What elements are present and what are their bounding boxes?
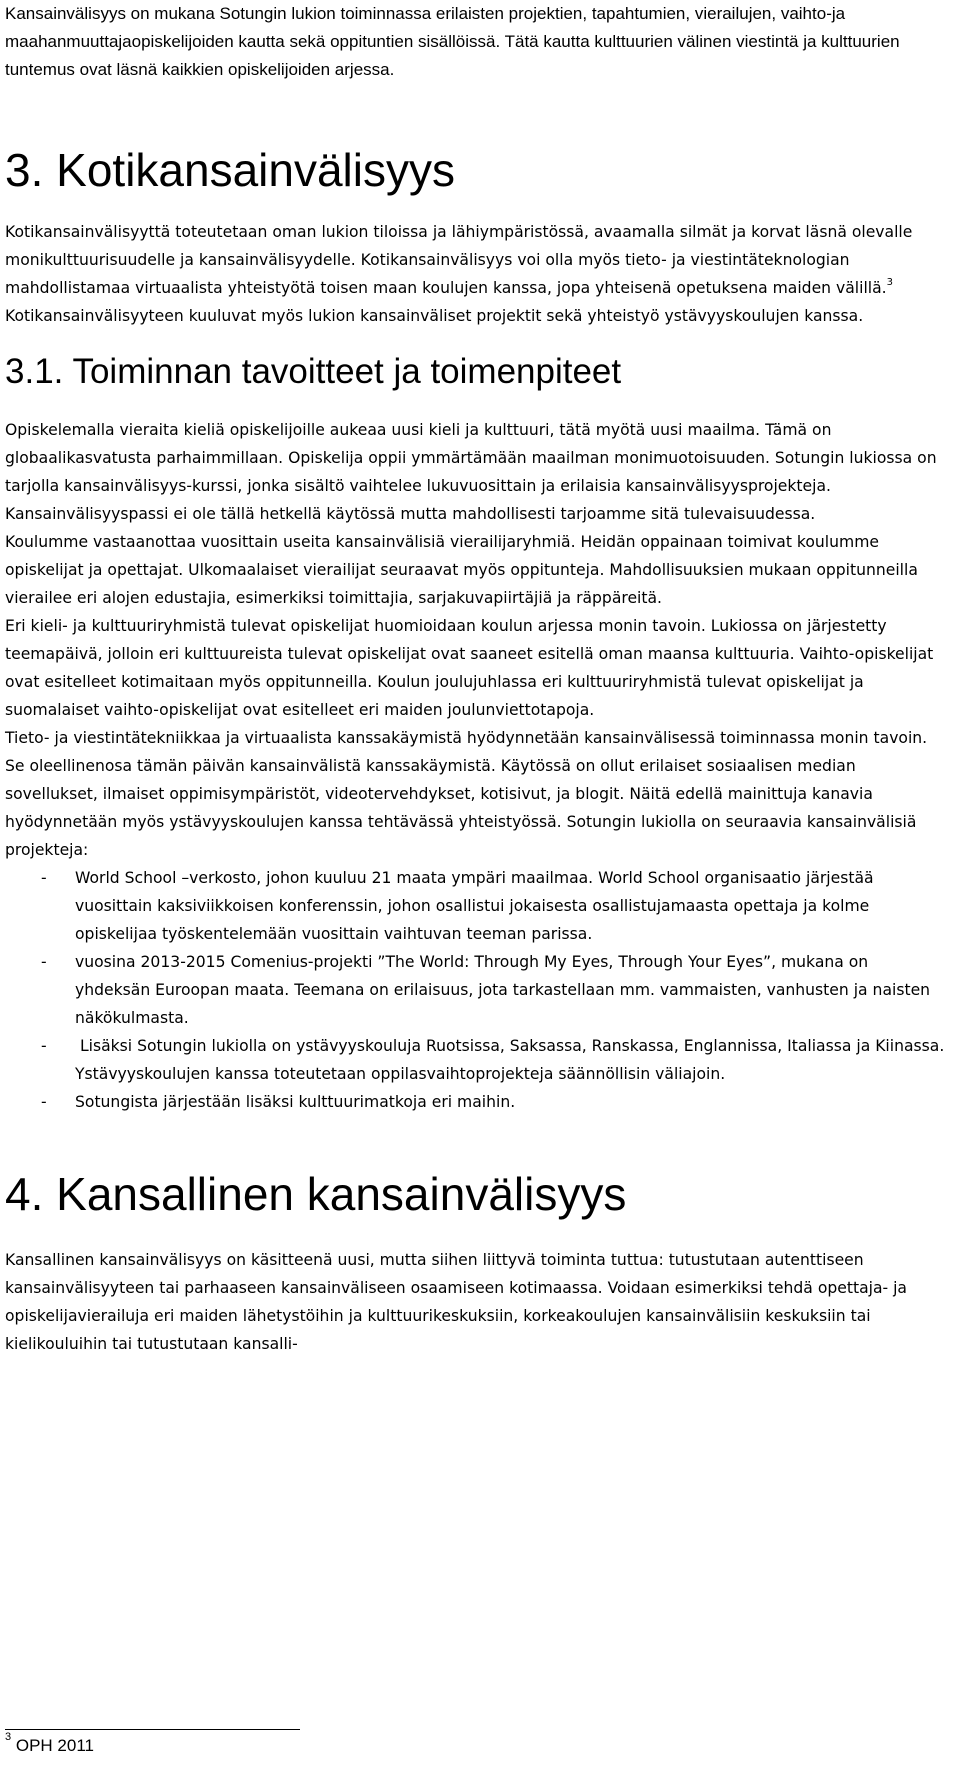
list-item-text: vuosina 2013-2015 Comenius-projekti ”The World: Through My Eyes, Through Your Eyes”, mukana on yhdeksän Euroopan maata. Teemana on erilaisuus, jota tarkastellaan mm. vammaisten, vanhusten ja naisten näkökulmasta. [75,953,931,1027]
section-3-heading: 3. Kotikansainvälisyys [5,144,455,196]
footnote-text: OPH 2011 [11,1736,94,1755]
document-page [5,0,945,1755]
section-4-heading: 4. Kansallinen kansainvälisyys [5,1168,627,1220]
bullet-dash: - [41,1093,47,1111]
section-3-1-heading: 3.1. Toiminnan tavoitteet ja toimenpiteet [5,352,622,391]
section-3-paragraph [5,218,945,330]
section-4-paragraph: Kansallinen kansainvälisyys on käsitteenä uusi, mutta siihen liittyvä toiminta tuttua: tutustutaan autenttiseen kansainvälisyyteen tai parhaaseen kansainväliseen osaamiseen kotimaassa. Voidaan esimerkiksi tehdä opettaja- ja opiskelijavierailuja eri maiden lähetystöihin ja kulttuurikeskuksiin, korkeakoulujen kansainvälisiin keskuksiin tai kielikouluihin tai tutustutaan kansalli- [5,1251,907,1353]
footnote-number: 3 [5,1731,12,1744]
intro-paragraph: Kansainvälisyys on mukana Sotungin lukion toiminnassa erilaisten projektien, tapahtumien, vierailujen, vaihto-ja maahanmuuttajaopiskelijoiden kautta sekä oppituntien sisällöissä. Tätä kautta kulttuurien välinen viestintä ja kulttuurien tuntemus ovat läsnä kaikkien opiskelijoiden arjessa. [5,4,900,79]
bullet-dash: - [41,953,47,971]
footnote [5,1731,94,1757]
project-list [5,864,945,1116]
list-item-text: Lisäksi Sotungin lukiolla on ystävyyskouluja Ruotsissa, Saksassa, Ranskassa, Englannissa, Italiassa ja Kiinassa. Ystävyyskoulujen kanssa toteutetaan oppilasvaihtoprojekteja säännöllisin väliajoin. [75,1037,945,1083]
bullet-dash: - [41,1037,47,1055]
list-item [5,1088,945,1116]
footnote-divider [5,1729,300,1730]
list-item-text: World School –verkosto, johon kuuluu 21 maata ympäri maailmaa. World School organisaatio järjestää vuosittain kaksiviikkoisen konferenssin, johon osallistui jokaisesta osallistujamaasta opettaja ja kolme opiskelijaa työskentelemään vuosittain vaihtuvan teeman parissa. [75,869,874,943]
list-item [5,948,945,1032]
section-3-1-paragraph-3: Eri kieli- ja kulttuuriryhmistä tulevat opiskelijat huomioidaan koulun arjessa monin tavoin. Lukiossa on järjestetty teemapäivä, jolloin eri kulttuureista tulevat opiskelijat ovat saaneet esitellä oman maansa kulttuuria. Vaihto-opiskelijat ovat esitelleet kotimaitaan myös oppitunneilla. Koulun joulujuhlassa eri kulttuuriryhmistä tulevat opiskelijat ja suomalaiset vaihto-opiskelijat ovat esitelleet eri maiden joulunviettotapoja. [5,617,934,719]
section-3-text-a: Kotikansainvälisyyttä toteutetaan oman lukion tiloissa ja lähiympäristössä, avaamalla silmät ja korvat läsnä olevalle monikulttuurisuudelle ja kansainvälisyydelle. Kotikansainvälisyys voi olla myös tieto- ja viestintäteknologian mahdollistamaa virtuaalista yhteistyötä toisen maan koulujen kanssa, jopa yhteisenä opetuksena maiden välillä. [5,223,913,297]
list-item-text: Sotungista järjestään lisäksi kulttuurimatkoja eri maihin. [75,1093,516,1111]
section-3-1-paragraph-1: Opiskelemalla vieraita kieliä opiskelijoille aukeaa uusi kieli ja kulttuuri, tätä myötä uusi maailma. Tämä on globaalikasvatusta parhaimmillaan. Opiskelija oppii ymmärtämään maailman monimuotoisuuden. Sotungin lukiossa on tarjolla kansainvälisyys-kurssi, jonka sisältö vaihtelee lukuvuosittain ja erilaisia kansainvälisyysprojekteja. Kansainvälisyyspassi ei ole tällä hetkellä käytössä mutta mahdollisesti tarjoamme sitä tulevaisuudessa. [5,421,937,523]
section-3-1-paragraph-2: Koulumme vastaanottaa vuosittain useita kansainvälisiä vierailijaryhmiä. Heidän oppainaan toimivat koulumme opiskelijat ja opettajat. Ulkomaalaiset vierailijat seuraavat myös oppitunteja. Mahdollisuuksien mukaan oppitunneilla vierailee eri alojen edustajia, esimerkiksi toimittajia, sarjakuvapiirtäjiä ja räppäreitä. [5,533,918,607]
list-item [5,864,945,948]
list-item [5,1032,945,1088]
section-3-text-b: Kotikansainvälisyyteen kuuluvat myös lukion kansainväliset projektit sekä yhteistyö ystävyyskoulujen kanssa. [5,307,864,325]
bullet-dash: - [41,869,47,887]
section-3-1-body [5,416,945,1116]
section-3-1-paragraph-4: Tieto- ja viestintätekniikkaa ja virtuaalista kanssakäymistä hyödynnetään kansainvälisessä toiminnassa monin tavoin. Se oleellinenosa tämän päivän kansainvälistä kanssakäymistä. Käytössä on ollut erilaiset sosiaalisen median sovellukset, ilmaiset oppimisympäristöt, videotervehdykset, kotisivut, ja blogit. Näitä edellä mainittuja kanavia hyödynnetään myös ystävyyskoulujen kanssa tehtävässä yhteistyössä. Sotungin lukiolla on seuraavia kansainvälisiä projekteja: [5,729,928,859]
footnote-reference: 3 [886,276,894,288]
